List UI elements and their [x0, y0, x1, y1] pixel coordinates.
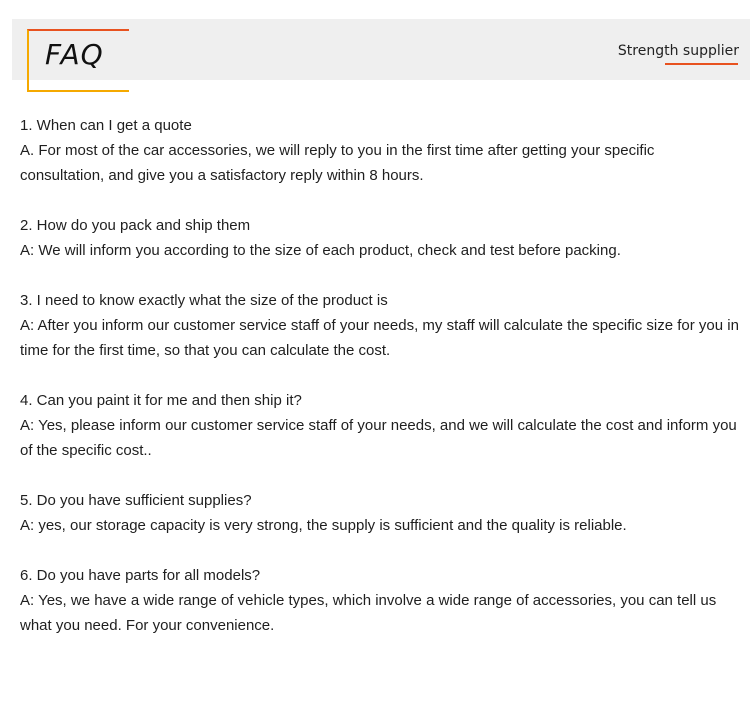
- faq-item: [20, 113, 742, 188]
- supplier-tagline: Strength supplier: [617, 43, 739, 59]
- faq-item: [20, 563, 742, 638]
- tagline-underline: [665, 63, 738, 65]
- page-title: FAQ: [45, 38, 104, 71]
- faq-answer: A: We will inform you according to the size of each product, check and test before packing.: [20, 242, 621, 259]
- faq-question: 4. Can you paint it for me and then ship it?: [20, 392, 302, 409]
- faq-question: 6. Do you have parts for all models?: [20, 567, 261, 584]
- faq-item: [20, 213, 742, 263]
- faq-answer: A: After you inform our customer service staff of your needs, my staff will calculate the specific size for you in time for the first time, so that you can calculate the cost.: [20, 317, 739, 359]
- faq-answer: A: Yes, we have a wide range of vehicle types, which involve a wide range of accessories, you can tell us what you need. For your convenience.: [20, 592, 717, 634]
- faq-question: 2. How do you pack and ship them: [20, 217, 251, 234]
- faq-answer: A: Yes, please inform our customer service staff of your needs, and we will calculate the cost and inform you of the specific cost..: [20, 417, 737, 459]
- faq-answer: A. For most of the car accessories, we will reply to you in the first time after getting your specific consultation, and give you a satisfactory reply within 8 hours.: [20, 142, 655, 184]
- faq-item: [20, 388, 742, 463]
- faq-answer: A: yes, our storage capacity is very strong, the supply is sufficient and the quality is reliable.: [20, 517, 627, 534]
- faq-question: 3. I need to know exactly what the size of the product is: [20, 292, 388, 309]
- faq-question: 5. Do you have sufficient supplies?: [20, 492, 252, 509]
- faq-list: [20, 113, 742, 663]
- faq-question: 1. When can I get a quote: [20, 117, 192, 134]
- faq-header-bar: [12, 19, 750, 80]
- faq-item: [20, 488, 742, 538]
- faq-item: [20, 288, 742, 363]
